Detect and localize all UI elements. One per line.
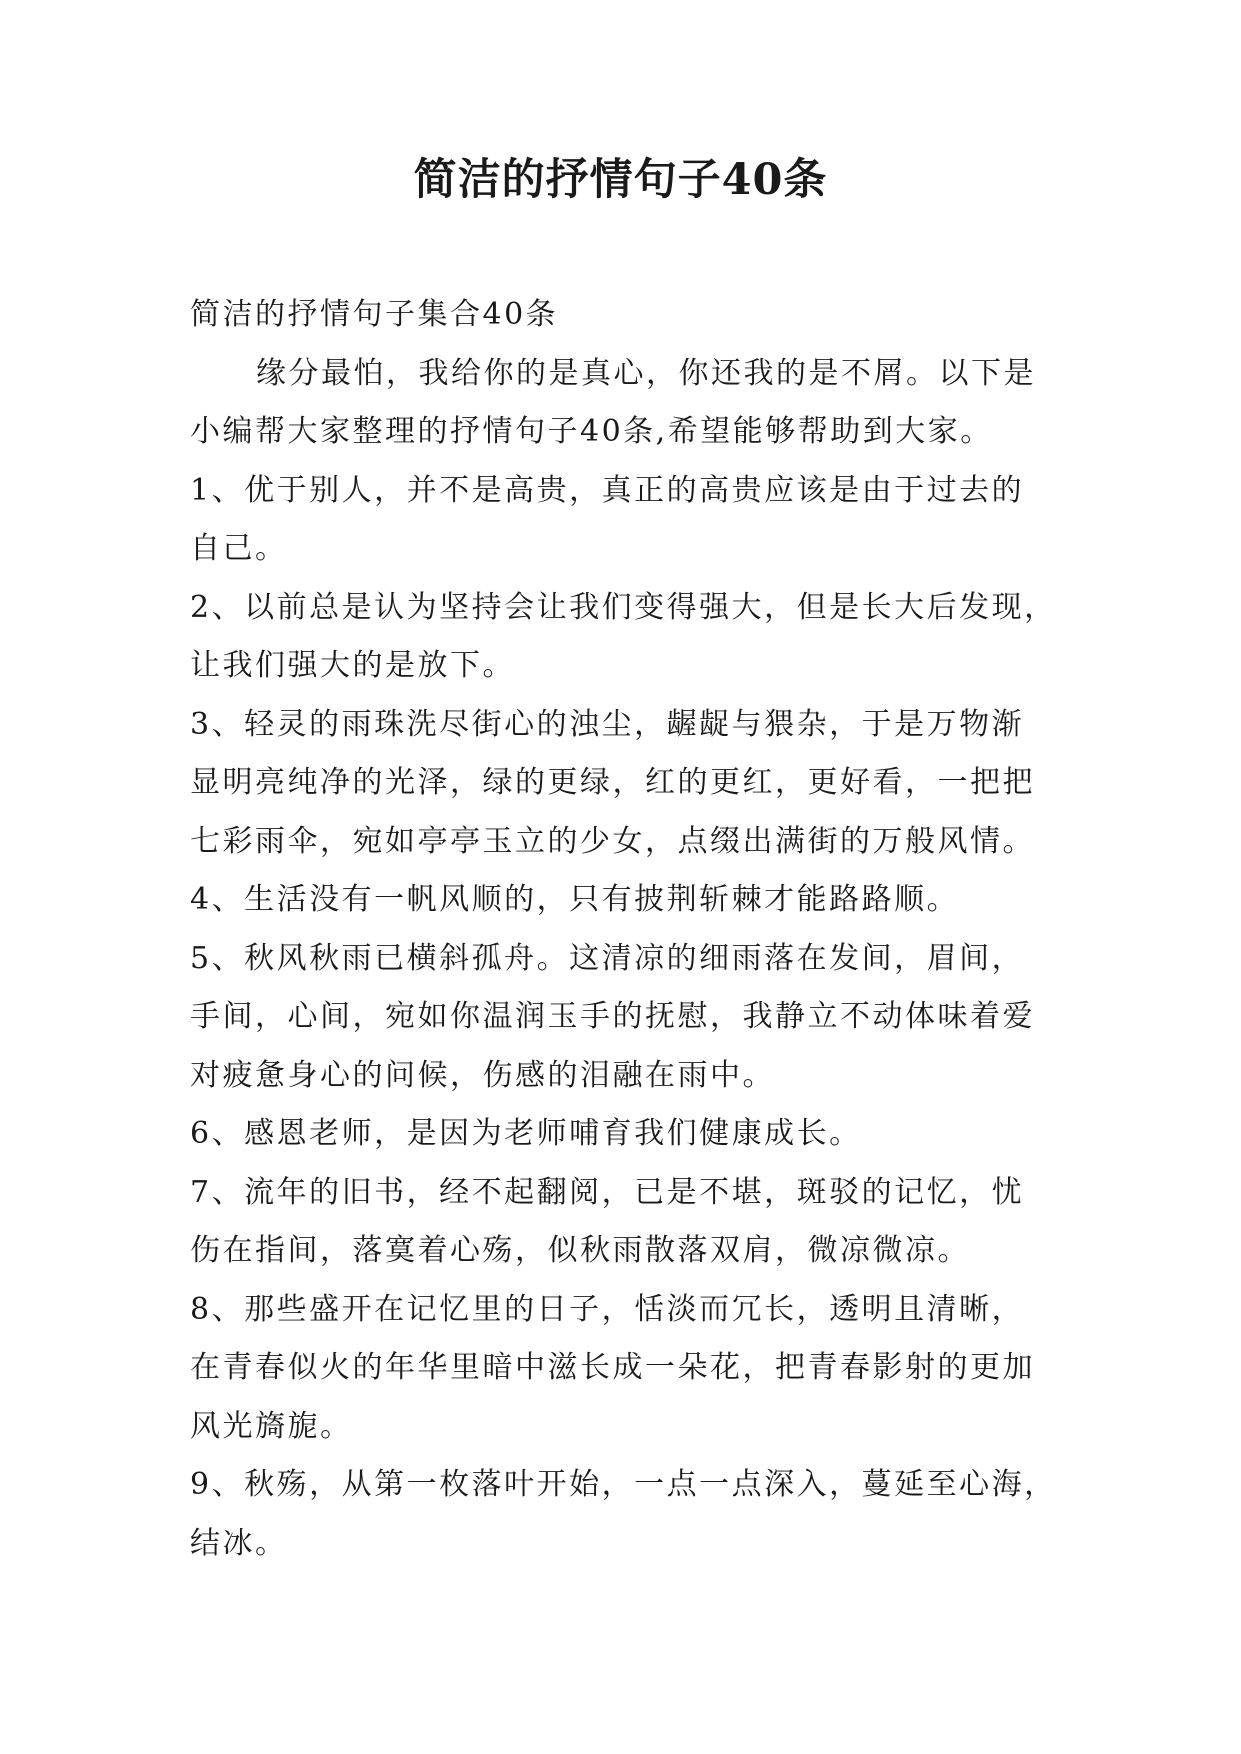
- sentence-line: 5、秋风秋雨已横斜孤舟。这清凉的细雨落在发间，眉间，: [190, 940, 1025, 976]
- sentence-line: 3、轻灵的雨珠洗尽街心的浊尘，龌龊与猥杂，于是万物渐: [190, 706, 1025, 742]
- document-body: [190, 286, 1060, 1573]
- sentence-line: 9、秋殇，从第一枚落叶开始，一点一点深入，蔓延至心海，: [190, 1467, 1057, 1502]
- sentence-line: 8、那些盛开在记忆里的日子，恬淡而冗长，透明且清晰，: [190, 1291, 1025, 1327]
- sentence-line: 结冰。: [190, 1525, 288, 1561]
- sentence-line: 1、优于别人，并不是高贵，真正的高贵应该是由于过去的: [190, 472, 1025, 508]
- sentence-line: 显明亮纯净的光泽，绿的更绿，红的更红，更好看，一把把: [190, 765, 1035, 800]
- sentence-line: 自己。: [190, 531, 288, 566]
- sentence-line: 让我们强大的是放下。: [190, 648, 515, 683]
- sentence-line: 伤在指间，落寞着心殇，似秋雨散落双肩，微凉微凉。: [190, 1233, 970, 1268]
- sentence-line: 手间，心间，宛如你温润玉手的抚慰，我静立不动体味着爱: [190, 999, 1035, 1034]
- document-title: 简洁的抒情句子40条: [413, 155, 828, 205]
- sentence-line: 在青春似火的年华里暗中滋长成一朵花，把青春影射的更加: [190, 1350, 1035, 1385]
- sentence-line: 4、生活没有一帆风顺的，只有披荆斩棘才能路路顺。: [190, 882, 960, 917]
- sentence-line: 风光旖旎。: [190, 1408, 353, 1444]
- sentence-line: 7、流年的旧书，经不起翻阅，已是不堪，斑驳的记忆，忧: [190, 1174, 1025, 1210]
- sentence-line: 6、感恩老师，是因为老师哺育我们健康成长。: [190, 1116, 862, 1151]
- intro-line: 缘分最怕，我给你的是真心，你还我的是不屑。以下是: [256, 355, 1036, 391]
- sentence-line: 对疲惫身心的问候，伤感的泪融在雨中。: [190, 1057, 775, 1093]
- sentence-line: 七彩雨伞，宛如亭亭玉立的少女，点缀出满街的万般风情。: [190, 823, 1035, 859]
- subtitle-line: 简洁的抒情句子集合40条: [190, 297, 559, 332]
- intro-line: 小编帮大家整理的抒情句子40条,希望能够帮助到大家。: [190, 414, 993, 449]
- sentence-line: 2、以前总是认为坚持会让我们变得强大，但是长大后发现，: [190, 589, 1057, 625]
